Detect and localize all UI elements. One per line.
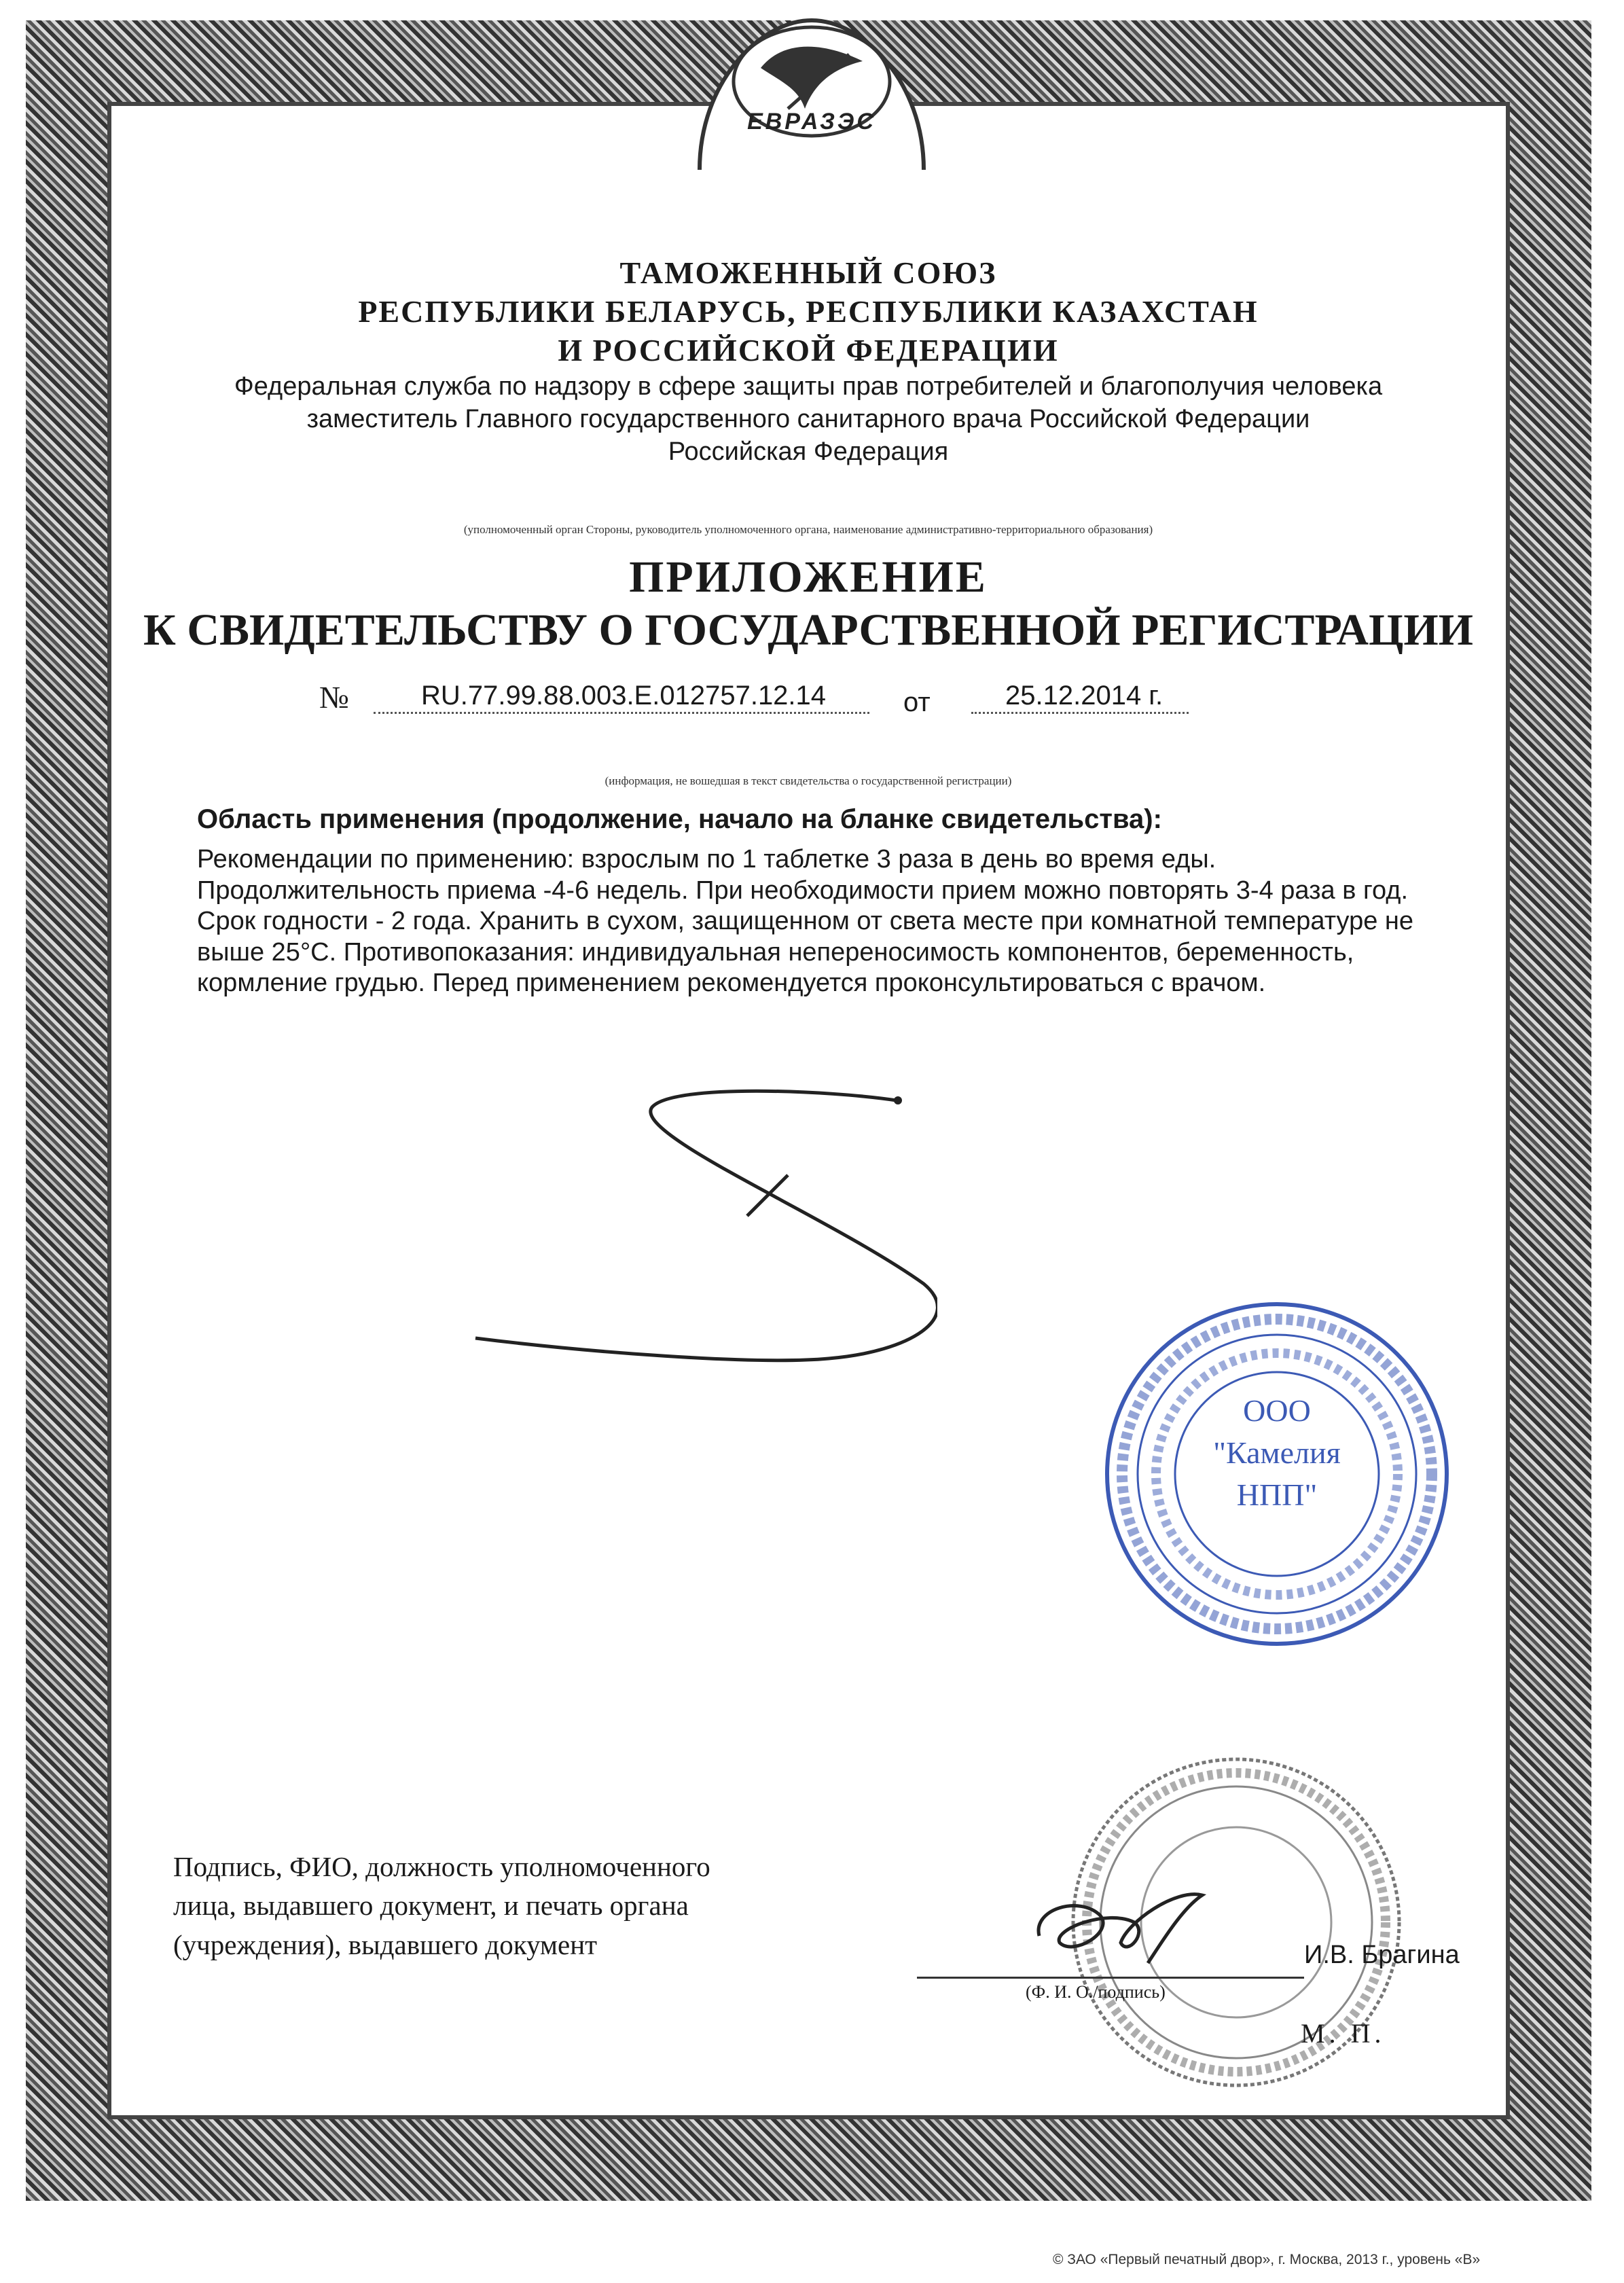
authority-line-1: Федеральная служба по надзору в сфере защиты прав потребителей и благополучия человека xyxy=(234,372,1383,401)
signature-line xyxy=(917,1977,1304,1979)
company-stamp xyxy=(1100,1297,1454,1651)
section-text: Рекомендации по применению: взрослым по 1 таблетке 3 раза в день во время еды. Продолжительность приема -4-6 недель. При необходимости прием можно повторять 3-4 раза в год. Срок годности - 2 года. Хранить в сухом, защищенном от света месте при комнатной температуре не выше 25°С. Противопоказания: индивидуальная непереносимость компонентов, беременность, кормление грудью. Перед применением рекомендуется проконсультироваться с врачом. xyxy=(197,845,1414,998)
stamp-company-line-3: НПП" xyxy=(1236,1477,1318,1512)
number-underline xyxy=(374,712,869,714)
stamp-company-line-1: ООО xyxy=(1243,1393,1311,1428)
authority-line-3: Российская Федерация xyxy=(668,437,949,466)
section-heading: Область применения (продолжение, начало на бланке свидетельства): xyxy=(197,804,1162,834)
seal-place-label: М. П. xyxy=(1301,2018,1386,2049)
registration-date: 25.12.2014 г. xyxy=(1005,681,1163,711)
date-underline xyxy=(971,712,1189,714)
authority-line-2: заместитель Главного государственного санитарного врача Российской Федерации xyxy=(306,405,1310,433)
signer-name: И.В. Брагина xyxy=(1304,1941,1460,1969)
emblem-label: ЕВРАЗЭС xyxy=(747,109,876,134)
official-signature xyxy=(1026,1868,1229,1977)
authority-caption: (уполномоченный орган Стороны, руководитель уполномоченного органа, наименование административно-территориального образования) xyxy=(463,523,1153,536)
document-title-1: ПРИЛОЖЕНИЕ xyxy=(629,552,988,602)
footer-line-1: Подпись, ФИО, должность уполномоченного xyxy=(173,1851,710,1882)
printer-note: © ЗАО «Первый печатный двор», г. Москва, 2013 г., уровень «В» xyxy=(1053,2252,1481,2267)
section-block xyxy=(197,804,1454,999)
header-line-2: РЕСПУБЛИКИ БЕЛАРУСЬ, РЕСПУБЛИКИ КАЗАХСТАН xyxy=(358,294,1259,329)
registration-caption: (информация, не вошедшая в текст свидетельства о государственной регистрации) xyxy=(605,774,1012,787)
signature-caption: (Ф. И. О./подпись) xyxy=(1026,1982,1166,2002)
stamp-company-line-2: "Камелия xyxy=(1213,1435,1341,1470)
registration-line xyxy=(319,679,1189,720)
header-line-3: И РОССИЙСКОЙ ФЕДЕРАЦИИ xyxy=(558,333,1059,367)
evrazes-emblem-icon xyxy=(686,7,937,177)
footer-caption xyxy=(173,1848,914,1964)
footer-line-2: лица, выдавшего документ, и печать органа xyxy=(173,1890,689,1922)
registration-number: RU.77.99.88.003.E.012757.12.14 xyxy=(421,681,827,711)
handwritten-z-mark xyxy=(448,1080,937,1379)
number-sign: № xyxy=(319,680,349,715)
header-line-1: ТАМОЖЕННЫЙ СОЮЗ xyxy=(619,255,997,290)
footer-line-3: (учреждения), выдавшего документ xyxy=(173,1928,598,1960)
document-title-2: К СВИДЕТЕЛЬСТВУ О ГОСУДАРСТВЕННОЙ РЕГИСТРАЦИИ xyxy=(143,605,1473,655)
from-label: от xyxy=(903,687,931,717)
